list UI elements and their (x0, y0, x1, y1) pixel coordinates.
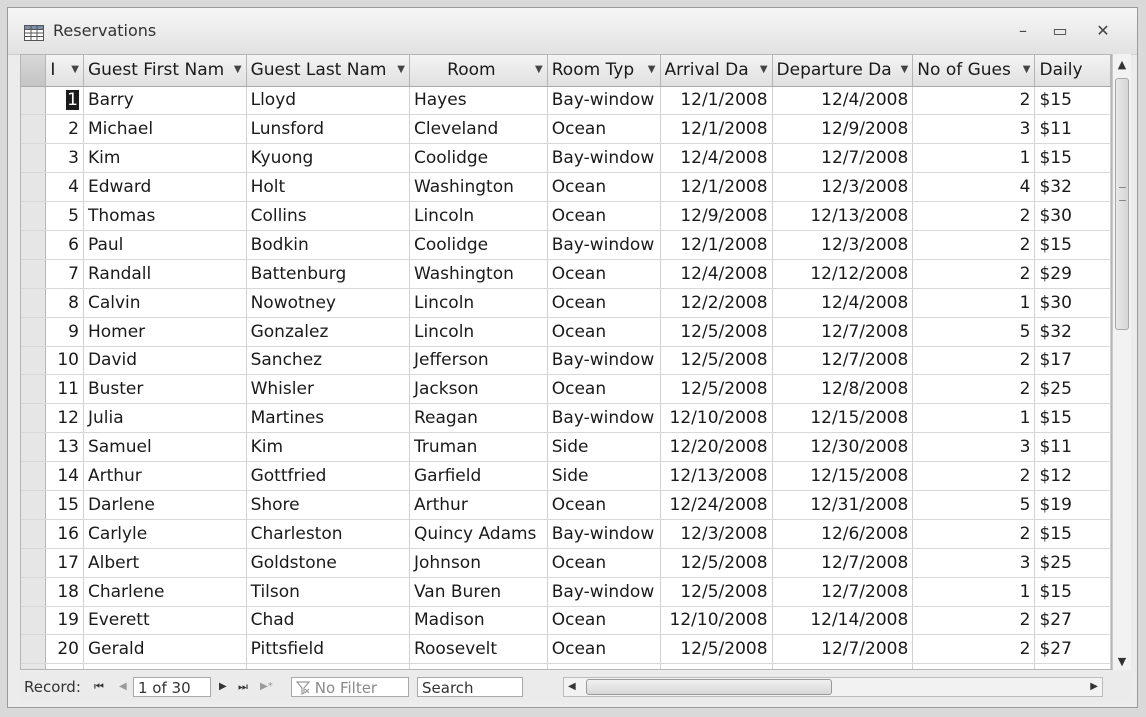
cell-departure[interactable]: 12/7/2008 (772, 548, 913, 577)
cell-guests[interactable]: 2 (913, 230, 1035, 259)
cell-daily[interactable]: $19 (1035, 490, 1111, 519)
row-selector[interactable] (21, 375, 46, 404)
cell-arrival[interactable]: 12/4/2008 (660, 144, 772, 173)
cell-room[interactable]: Coolidge (409, 144, 547, 173)
row-selector[interactable] (21, 519, 46, 548)
cell-departure[interactable]: 12/7/2008 (772, 635, 913, 664)
column-header-daily[interactable] (1035, 55, 1111, 86)
cell-first[interactable]: Barry (83, 86, 246, 115)
column-header-last[interactable] (246, 55, 409, 86)
cell-arrival[interactable]: 12/4/2008 (660, 259, 772, 288)
cell-id[interactable]: 4 (46, 173, 84, 202)
cell-first[interactable]: David (83, 346, 246, 375)
cell-departure[interactable]: 12/3/2008 (772, 230, 913, 259)
cell-room[interactable]: Reagan (409, 404, 547, 433)
last-record-icon[interactable]: ⏭ (238, 680, 248, 693)
cell-last[interactable]: Whisler (246, 375, 409, 404)
cell-type[interactable]: Bay-window (547, 404, 660, 433)
cell-guests[interactable]: 2 (913, 519, 1035, 548)
datasheet-grid (20, 54, 1112, 670)
cell-daily[interactable]: $15 (1035, 144, 1111, 173)
cell-departure[interactable] (772, 664, 913, 670)
column-header-label: Guest First Nam (87, 60, 225, 81)
no-filter-label: No Filter (314, 679, 378, 697)
cell-type[interactable]: Ocean (547, 259, 660, 288)
cell-room[interactable]: Lincoln (409, 202, 547, 231)
cell-room[interactable]: Johnson (409, 548, 547, 577)
cell-daily[interactable]: $32 (1035, 317, 1111, 346)
cell-departure[interactable]: 12/13/2008 (772, 202, 913, 231)
cell-type[interactable]: Bay-window (547, 144, 660, 173)
restore-button[interactable]: ▭ (1052, 21, 1068, 40)
cell-first[interactable]: Carlyle (83, 519, 246, 548)
cell-arrival[interactable]: 12/20/2008 (660, 433, 772, 462)
cell-room[interactable]: Washington (409, 259, 547, 288)
cell-first[interactable]: Gerald (83, 635, 246, 664)
cell-guests[interactable]: 4 (913, 173, 1035, 202)
cell-last[interactable]: Goldstone (246, 548, 409, 577)
cell-departure[interactable]: 12/14/2008 (772, 606, 913, 635)
cell-guests[interactable]: 2 (913, 606, 1035, 635)
cell-arrival[interactable]: 12/1/2008 (660, 173, 772, 202)
cell-id[interactable]: 6 (46, 230, 84, 259)
cell-room[interactable] (409, 664, 547, 670)
row-selector[interactable] (21, 259, 46, 288)
dropdown-arrow-icon[interactable]: ▼ (900, 64, 909, 75)
cell-type[interactable]: Side (547, 462, 660, 491)
cell-first[interactable]: Buster (83, 375, 246, 404)
column-header-label: Departure Da (776, 60, 892, 81)
cell-arrival[interactable]: 12/24/2008 (660, 490, 772, 519)
row-selector[interactable] (21, 288, 46, 317)
cell-room[interactable]: Lincoln (409, 317, 547, 346)
scroll-left-arrow-icon[interactable]: ◀ (568, 681, 576, 692)
cell-daily[interactable]: $17 (1035, 346, 1111, 375)
cell-last[interactable] (246, 664, 409, 670)
cell-arrival[interactable]: 12/5/2008 (660, 375, 772, 404)
cell-daily[interactable]: $15 (1035, 519, 1111, 548)
reservations-table (21, 55, 1111, 670)
column-header-room[interactable] (409, 55, 547, 86)
current-record-field[interactable]: 1 of 30 (133, 677, 211, 697)
cell-id[interactable]: 18 (46, 577, 84, 606)
cell-departure[interactable]: 12/7/2008 (772, 346, 913, 375)
cell-id[interactable]: 16 (46, 519, 84, 548)
row-selector[interactable] (21, 144, 46, 173)
cell-first[interactable]: Calvin (83, 288, 246, 317)
table-row[interactable] (21, 115, 1111, 144)
cell-room[interactable]: Arthur (409, 490, 547, 519)
cell-first[interactable]: Kim (83, 144, 246, 173)
column-header-departure[interactable] (772, 55, 913, 86)
cell-id[interactable]: 7 (46, 259, 84, 288)
cell-first[interactable]: Charlene (83, 577, 246, 606)
cell-last[interactable]: Sanchez (246, 346, 409, 375)
cell-daily[interactable]: $25 (1035, 548, 1111, 577)
cell-id[interactable]: 17 (46, 548, 84, 577)
table-row[interactable] (21, 490, 1111, 519)
cell-departure[interactable]: 12/12/2008 (772, 259, 913, 288)
previous-record-icon[interactable]: ◀ (119, 681, 127, 692)
row-selector[interactable] (21, 462, 46, 491)
cell-type[interactable]: Ocean (547, 635, 660, 664)
cell-last[interactable]: Collins (246, 202, 409, 231)
active-cell-value: 1 (67, 90, 78, 111)
cell-guests[interactable]: 2 (913, 86, 1035, 115)
column-header-id[interactable] (46, 55, 84, 86)
cell-daily[interactable]: $15 (1035, 404, 1111, 433)
cell-last[interactable]: Kyuong (246, 144, 409, 173)
horizontal-scroll-thumb[interactable] (586, 679, 832, 695)
cell-departure[interactable]: 12/9/2008 (772, 115, 913, 144)
column-header-label: Daily (1039, 60, 1083, 81)
column-header-label: No of Gues (917, 60, 1011, 81)
cell-guests[interactable]: 1 (913, 144, 1035, 173)
cell-departure[interactable]: 12/7/2008 (772, 577, 913, 606)
cell-first[interactable]: Darlene (83, 490, 246, 519)
table-row[interactable] (21, 375, 1111, 404)
cell-last[interactable]: Chad (246, 606, 409, 635)
cell-id[interactable]: 11 (46, 375, 84, 404)
scroll-up-arrow-icon[interactable]: ▲ (1117, 58, 1127, 71)
cell-daily[interactable]: $12 (1035, 462, 1111, 491)
cell-room[interactable]: Hayes (409, 86, 547, 115)
cell-departure[interactable]: 12/7/2008 (772, 317, 913, 346)
cell-arrival[interactable]: 12/5/2008 (660, 317, 772, 346)
table-row[interactable] (21, 144, 1111, 173)
cell-guests[interactable]: 1 (913, 577, 1035, 606)
cell-last[interactable]: Shore (246, 490, 409, 519)
cell-departure[interactable]: 12/8/2008 (772, 375, 913, 404)
cell-arrival[interactable]: 12/9/2008 (660, 202, 772, 231)
cell-first[interactable]: Everett (83, 606, 246, 635)
cell-departure[interactable]: 12/4/2008 (772, 288, 913, 317)
cell-daily[interactable]: $15 (1035, 86, 1111, 115)
cell-type[interactable]: Bay-window (547, 86, 660, 115)
cell-guests[interactable]: 1 (913, 288, 1035, 317)
minimize-button[interactable]: – (1019, 21, 1027, 40)
cell-departure[interactable]: 12/4/2008 (772, 86, 913, 115)
cell-last[interactable]: Gottfried (246, 462, 409, 491)
cell-type[interactable]: Ocean (547, 202, 660, 231)
new-record-icon[interactable]: ▶* (260, 681, 273, 692)
cell-guests[interactable]: 2 (913, 346, 1035, 375)
cell-type[interactable]: Bay-window (547, 346, 660, 375)
cell-id[interactable]: 13 (46, 433, 84, 462)
column-header-label: I (50, 60, 56, 81)
cell-id[interactable]: 5 (46, 202, 84, 231)
cell-room[interactable]: Coolidge (409, 230, 547, 259)
cell-departure[interactable]: 12/15/2008 (772, 404, 913, 433)
title-bar (8, 8, 1137, 55)
cell-departure[interactable]: 12/15/2008 (772, 462, 913, 491)
cell-daily[interactable]: $32 (1035, 173, 1111, 202)
cell-arrival[interactable]: 12/5/2008 (660, 548, 772, 577)
cell-last[interactable]: Charleston (246, 519, 409, 548)
table-row[interactable] (21, 259, 1111, 288)
cell-first[interactable]: Paul (83, 230, 246, 259)
cell-last[interactable]: Battenburg (246, 259, 409, 288)
column-header-label: Arrival Da (664, 60, 749, 81)
row-selector[interactable] (21, 433, 46, 462)
table-row[interactable] (21, 346, 1111, 375)
table-row[interactable] (21, 288, 1111, 317)
table-row[interactable] (21, 86, 1111, 115)
cell-id[interactable]: 8 (46, 288, 84, 317)
cell-guests[interactable]: 3 (913, 115, 1035, 144)
column-header-type[interactable] (547, 55, 660, 86)
cell-arrival[interactable]: 12/5/2008 (660, 577, 772, 606)
row-selector[interactable] (21, 404, 46, 433)
cell-daily[interactable]: $30 (1035, 202, 1111, 231)
cell-type[interactable]: Bay-window (547, 230, 660, 259)
cell-first[interactable]: Samuel (83, 433, 246, 462)
dropdown-arrow-icon[interactable]: ▼ (397, 64, 405, 75)
column-header-label: Room Typ (551, 60, 635, 81)
funnel-x-icon (296, 681, 310, 695)
cell-type[interactable]: Ocean (547, 115, 660, 144)
cell-id[interactable]: 3 (46, 144, 84, 173)
row-selector[interactable] (21, 664, 46, 670)
row-selector[interactable] (21, 202, 46, 231)
cell-id[interactable]: 10 (46, 346, 84, 375)
cell-room[interactable]: Roosevelt (409, 635, 547, 664)
horizontal-scrollbar[interactable] (563, 677, 1103, 697)
close-button[interactable]: ✕ (1096, 21, 1110, 40)
row-selector[interactable] (21, 346, 46, 375)
cell-first[interactable]: Arthur (83, 462, 246, 491)
cell-id[interactable]: 19 (46, 606, 84, 635)
record-label: Record: (24, 678, 81, 696)
cell-id[interactable] (46, 664, 84, 670)
cell-first[interactable]: Randall (83, 259, 246, 288)
cell-arrival[interactable]: 12/5/2008 (660, 635, 772, 664)
cell-first[interactable] (83, 664, 246, 670)
dropdown-arrow-icon[interactable]: ▼ (759, 64, 768, 75)
column-header-guests[interactable] (913, 55, 1035, 86)
next-record-icon[interactable]: ▶ (219, 681, 227, 692)
cell-departure[interactable]: 12/6/2008 (772, 519, 913, 548)
cell-last[interactable]: Pittsfield (246, 635, 409, 664)
dropdown-arrow-icon[interactable]: ▼ (233, 64, 242, 75)
cell-type[interactable]: Side (547, 433, 660, 462)
cell-daily[interactable]: $25 (1035, 375, 1111, 404)
cell-guests[interactable]: 1 (913, 404, 1035, 433)
row-selector[interactable] (21, 635, 46, 664)
row-selector[interactable] (21, 173, 46, 202)
cell-last[interactable]: Lunsford (246, 115, 409, 144)
cell-arrival[interactable] (660, 664, 772, 670)
cell-room[interactable]: Madison (409, 606, 547, 635)
cell-daily[interactable]: $30 (1035, 288, 1111, 317)
cell-arrival[interactable]: 12/2/2008 (660, 288, 772, 317)
cell-type[interactable]: Ocean (547, 317, 660, 346)
row-selector[interactable] (21, 577, 46, 606)
cell-arrival[interactable]: 12/13/2008 (660, 462, 772, 491)
cell-guests[interactable]: 2 (913, 635, 1035, 664)
no-filter-button[interactable] (291, 677, 409, 697)
cell-guests[interactable]: 3 (913, 548, 1035, 577)
cell-guests[interactable]: 2 (913, 202, 1035, 231)
cell-type[interactable]: Ocean (547, 490, 660, 519)
cell-type[interactable] (547, 664, 660, 670)
column-header-arrival[interactable] (660, 55, 772, 86)
table-row[interactable] (21, 519, 1111, 548)
cell-departure[interactable]: 12/3/2008 (772, 173, 913, 202)
cell-last[interactable]: Martines (246, 404, 409, 433)
cell-daily[interactable]: $11 (1035, 115, 1111, 144)
table-row[interactable] (21, 404, 1111, 433)
cell-last[interactable]: Kim (246, 433, 409, 462)
cell-first[interactable]: Albert (83, 548, 246, 577)
cell-daily[interactable]: $29 (1035, 259, 1111, 288)
cell-departure[interactable]: 12/30/2008 (772, 433, 913, 462)
cell-arrival[interactable]: 12/1/2008 (660, 86, 772, 115)
cell-guests[interactable]: 2 (913, 375, 1035, 404)
cell-last[interactable]: Holt (246, 173, 409, 202)
cell-type[interactable]: Ocean (547, 606, 660, 635)
cell-arrival[interactable]: 12/10/2008 (660, 404, 772, 433)
table-row[interactable] (21, 548, 1111, 577)
reservations-window (7, 7, 1138, 708)
cell-arrival[interactable]: 12/1/2008 (660, 115, 772, 144)
row-selector[interactable] (21, 606, 46, 635)
cell-type[interactable]: Bay-window (547, 519, 660, 548)
cell-id[interactable]: 15 (46, 490, 84, 519)
cell-last[interactable]: Bodkin (246, 230, 409, 259)
cell-room[interactable]: Lincoln (409, 288, 547, 317)
cell-first[interactable]: Homer (83, 317, 246, 346)
cell-guests[interactable]: 2 (913, 462, 1035, 491)
table-row[interactable] (21, 317, 1111, 346)
dropdown-arrow-icon[interactable]: ▼ (647, 64, 656, 75)
cell-type[interactable]: Ocean (547, 375, 660, 404)
cell-room[interactable]: Washington (409, 173, 547, 202)
table-row[interactable] (21, 173, 1111, 202)
cell-arrival[interactable]: 12/3/2008 (660, 519, 772, 548)
cell-guests[interactable]: 5 (913, 490, 1035, 519)
cell-room[interactable]: Truman (409, 433, 547, 462)
row-selector[interactable] (21, 115, 46, 144)
cell-id[interactable] (46, 86, 84, 115)
cell-id[interactable]: 14 (46, 462, 84, 491)
table-row[interactable] (21, 577, 1111, 606)
dropdown-arrow-icon[interactable]: ▼ (71, 64, 79, 75)
cell-daily[interactable]: $27 (1035, 635, 1111, 664)
cell-daily[interactable]: $15 (1035, 230, 1111, 259)
table-row[interactable] (21, 433, 1111, 462)
column-header-label: Room (447, 60, 496, 81)
table-row[interactable] (21, 606, 1111, 635)
cell-room[interactable]: Van Buren (409, 577, 547, 606)
column-header-first[interactable] (83, 55, 246, 86)
row-selector[interactable] (21, 490, 46, 519)
cell-daily[interactable]: $11 (1035, 433, 1111, 462)
column-header-sel[interactable] (21, 55, 46, 86)
cell-guests[interactable]: 2 (913, 259, 1035, 288)
cell-room[interactable]: Jackson (409, 375, 547, 404)
search-input[interactable]: Search (417, 677, 523, 697)
cell-type[interactable]: Ocean (547, 173, 660, 202)
cell-daily[interactable]: $27 (1035, 606, 1111, 635)
cell-last[interactable]: Lloyd (246, 86, 409, 115)
cell-type[interactable]: Bay-window (547, 577, 660, 606)
table-row[interactable] (21, 202, 1111, 231)
row-selector[interactable] (21, 86, 46, 115)
dropdown-arrow-icon[interactable]: ▼ (1022, 64, 1031, 75)
column-header-label: Guest Last Nam (250, 60, 387, 81)
first-record-icon[interactable]: ⏮ (94, 680, 104, 693)
cell-arrival[interactable]: 12/1/2008 (660, 230, 772, 259)
dropdown-arrow-icon[interactable]: ▼ (535, 64, 543, 75)
cell-room[interactable]: Garfield (409, 462, 547, 491)
table-row[interactable] (21, 230, 1111, 259)
cell-guests[interactable]: 3 (913, 433, 1035, 462)
cell-type[interactable]: Ocean (547, 288, 660, 317)
cell-type[interactable]: Ocean (547, 548, 660, 577)
row-selector[interactable] (21, 317, 46, 346)
cell-last[interactable]: Nowotney (246, 288, 409, 317)
cell-guests[interactable]: 5 (913, 317, 1035, 346)
cell-first[interactable]: Edward (83, 173, 246, 202)
scroll-right-arrow-icon[interactable]: ▶ (1090, 681, 1098, 692)
row-selector[interactable] (21, 548, 46, 577)
cell-arrival[interactable]: 12/10/2008 (660, 606, 772, 635)
cell-first[interactable]: Julia (83, 404, 246, 433)
cell-last[interactable]: Tilson (246, 577, 409, 606)
table-icon (24, 25, 44, 41)
table-row[interactable] (21, 462, 1111, 491)
table-row[interactable] (21, 664, 1111, 670)
cell-daily[interactable] (1035, 664, 1111, 670)
vertical-scroll-thumb[interactable] (1115, 78, 1129, 330)
cell-room[interactable]: Jefferson (409, 346, 547, 375)
table-row[interactable] (21, 635, 1111, 664)
cell-last[interactable]: Gonzalez (246, 317, 409, 346)
record-navigation-bar (20, 672, 1130, 702)
row-selector[interactable] (21, 230, 46, 259)
cell-departure[interactable]: 12/7/2008 (772, 144, 913, 173)
cell-id[interactable]: 12 (46, 404, 84, 433)
cell-first[interactable]: Michael (83, 115, 246, 144)
cell-room[interactable]: Quincy Adams (409, 519, 547, 548)
cell-id[interactable]: 20 (46, 635, 84, 664)
cell-arrival[interactable]: 12/5/2008 (660, 346, 772, 375)
cell-room[interactable]: Cleveland (409, 115, 547, 144)
vertical-scrollbar[interactable] (1112, 54, 1131, 670)
cell-daily[interactable]: $15 (1035, 577, 1111, 606)
cell-departure[interactable]: 12/31/2008 (772, 490, 913, 519)
cell-id[interactable]: 9 (46, 317, 84, 346)
window-title: Reservations (53, 21, 157, 40)
cell-guests[interactable] (913, 664, 1035, 670)
cell-id[interactable]: 2 (46, 115, 84, 144)
cell-first[interactable]: Thomas (83, 202, 246, 231)
scroll-down-arrow-icon[interactable]: ▼ (1117, 655, 1127, 668)
